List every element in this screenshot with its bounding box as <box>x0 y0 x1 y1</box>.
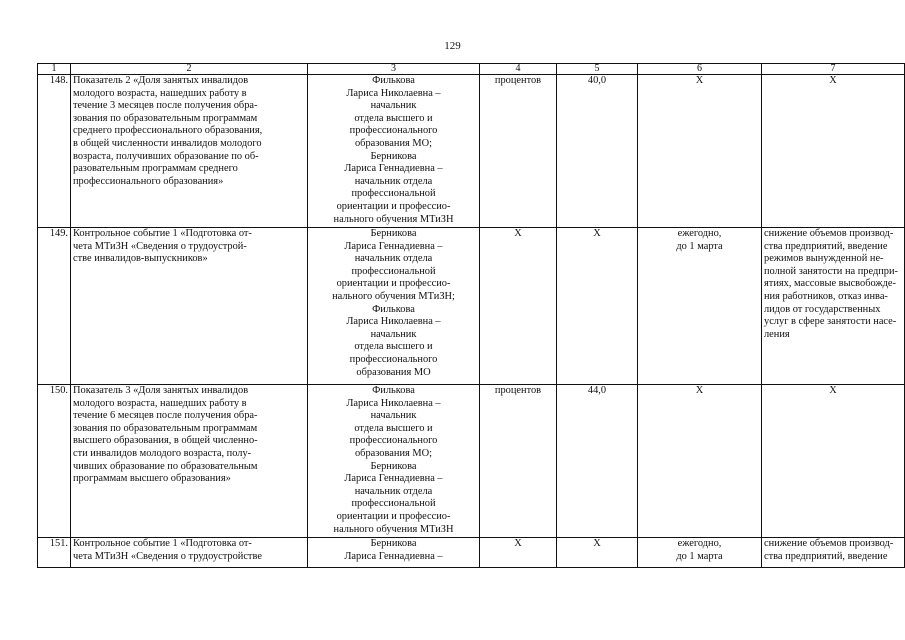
page-number: 129 <box>444 40 461 52</box>
responsible-line: Берникова <box>370 228 417 239</box>
risk-line: ятиях, массовые высвобожде- <box>764 278 896 290</box>
column-header-3: 3 <box>308 64 480 75</box>
column-header-5: 5 <box>557 64 638 75</box>
responsible-line: нального обучения МТиЗН <box>333 213 454 225</box>
responsible-line: профессиональной <box>351 498 436 510</box>
value-cell: 44,0 <box>557 385 638 538</box>
risk-line: снижение объемов производ- <box>764 538 894 549</box>
responsible-line: профессионального <box>349 435 438 447</box>
risk-line: Х <box>829 75 837 86</box>
risk-line: снижение объемов производ- <box>764 228 894 239</box>
description-line: стве инвалидов-выпускников» <box>73 253 208 265</box>
responsible-line: профессионального <box>349 353 438 365</box>
responsible-line: Лариса Николаевна – <box>346 316 441 328</box>
description-line: чивших образование по образовательным <box>73 460 258 472</box>
deadline-cell <box>638 538 762 568</box>
description-line: Показатель 3 «Доля занятых инвалидов <box>73 385 249 396</box>
description-line: зования по образовательным программам <box>73 112 258 124</box>
responsible-line: начальник <box>370 328 417 340</box>
table-row <box>38 228 905 385</box>
responsible-line: профессиональной <box>351 265 436 277</box>
risk-line: ства предприятий, введение <box>764 240 888 252</box>
responsible-cell <box>308 385 480 538</box>
column-header-4: 4 <box>480 64 557 75</box>
measures-table <box>37 63 905 568</box>
responsible-line: нального обучения МТиЗН; <box>332 290 455 302</box>
description-cell <box>71 228 308 385</box>
description-line: сти инвалидов молодого возраста, полу- <box>73 447 252 459</box>
unit-cell: процентов <box>480 385 557 538</box>
description-line: течение 6 месяцев после получения обра- <box>73 410 258 422</box>
risk-cell <box>762 75 905 228</box>
column-header-7: 7 <box>762 64 905 75</box>
responsible-line: Филькова <box>372 303 415 315</box>
risk-line: Х <box>829 385 837 396</box>
responsible-line: Филькова <box>372 75 415 86</box>
row-number-cell: 148. <box>38 75 71 228</box>
deadline-cell <box>638 385 762 538</box>
table-row <box>38 538 905 568</box>
responsible-line: Лариса Геннадиевна – <box>344 473 443 485</box>
responsible-line: нального обучения МТиЗН <box>333 523 454 535</box>
risk-cell <box>762 385 905 538</box>
column-header-2: 2 <box>71 64 308 75</box>
value-cell: Х <box>557 538 638 568</box>
risk-line: ления <box>764 328 790 340</box>
responsible-line: профессионального <box>349 125 438 137</box>
deadline-line: Х <box>695 75 704 86</box>
deadline-cell <box>638 228 762 385</box>
responsible-line: образования МО; <box>354 137 433 149</box>
risk-cell <box>762 228 905 385</box>
column-header-1: 1 <box>38 64 71 75</box>
description-line: течение 3 месяцев после получения обра- <box>73 100 258 112</box>
responsible-line: ориентации и профессио- <box>336 510 451 522</box>
row-number-cell: 151. <box>38 538 71 568</box>
column-header-6: 6 <box>638 64 762 75</box>
responsible-line: Лариса Геннадиевна – <box>344 240 443 252</box>
responsible-line: ориентации и профессио- <box>336 200 451 212</box>
description-line: разовательным программам среднего <box>73 163 238 175</box>
description-line: высшего образования, в общей численно- <box>73 435 258 447</box>
value-cell: Х <box>557 228 638 385</box>
risk-line: ства предприятий, введение <box>764 550 888 562</box>
responsible-line: образования МО <box>356 366 431 378</box>
deadline-line: до 1 марта <box>676 550 723 562</box>
responsible-line: Лариса Геннадиевна – <box>344 550 443 562</box>
responsible-cell <box>308 538 480 568</box>
description-line: Контрольное событие 1 «Подготовка от- <box>73 538 252 549</box>
description-line: чета МТиЗН «Сведения о трудоустрой- <box>73 240 247 252</box>
description-line: чета МТиЗН «Сведения о трудоустройстве <box>73 550 262 562</box>
deadline-line: ежегодно, <box>677 228 722 239</box>
description-line: в общей численности инвалидов молодого <box>73 137 262 149</box>
unit-cell: Х <box>480 228 557 385</box>
unit-cell: Х <box>480 538 557 568</box>
responsible-line: начальник <box>370 410 417 422</box>
risk-line: ния работников, отказ инва- <box>764 290 888 302</box>
responsible-line: Берникова <box>370 150 417 162</box>
responsible-line: начальник отдела <box>354 485 433 497</box>
risk-line: полной занятости на предпри- <box>764 265 899 277</box>
deadline-line: Х <box>695 385 704 396</box>
description-cell <box>71 538 308 568</box>
risk-line: лидов от государственных <box>764 303 881 315</box>
responsible-line: Лариса Николаевна – <box>346 87 441 99</box>
responsible-line: профессиональной <box>351 188 436 200</box>
description-line: Контрольное событие 1 «Подготовка от- <box>73 228 252 239</box>
deadline-line: до 1 марта <box>676 240 723 252</box>
risk-line: режимов вынужденной не- <box>764 253 884 265</box>
table-body <box>38 64 905 568</box>
responsible-cell <box>308 75 480 228</box>
row-number-cell: 149. <box>38 228 71 385</box>
value-cell: 40,0 <box>557 75 638 228</box>
description-line: профессионального образования» <box>73 175 224 187</box>
table-row <box>38 75 905 228</box>
responsible-line: начальник <box>370 100 417 112</box>
description-line: молодого возраста, нашедших работу в <box>73 87 247 99</box>
unit-cell: процентов <box>480 75 557 228</box>
deadline-cell <box>638 75 762 228</box>
responsible-line: Филькова <box>372 385 415 396</box>
responsible-line: начальник отдела <box>354 175 433 187</box>
description-line: Показатель 2 «Доля занятых инвалидов <box>73 75 249 86</box>
responsible-line: отдела высшего и <box>354 422 433 434</box>
description-line: зования по образовательным программам <box>73 422 258 434</box>
description-line: среднего профессионального образования, <box>73 125 263 137</box>
responsible-line: Лариса Геннадиевна – <box>344 163 443 175</box>
description-cell <box>71 385 308 538</box>
description-line: программам высшего образования» <box>73 473 231 485</box>
row-number-cell: 150. <box>38 385 71 538</box>
risk-line: услуг в сфере занятости насе- <box>764 316 897 328</box>
responsible-cell <box>308 228 480 385</box>
deadline-line: ежегодно, <box>677 538 722 549</box>
table-row <box>38 385 905 538</box>
responsible-line: ориентации и профессио- <box>336 278 451 290</box>
description-line: возраста, получивших образование по об- <box>73 150 259 162</box>
table-header-row <box>38 64 905 75</box>
responsible-line: Лариса Николаевна – <box>346 397 441 409</box>
responsible-line: образования МО; <box>354 447 433 459</box>
risk-cell <box>762 538 905 568</box>
responsible-line: Берникова <box>370 538 417 549</box>
responsible-line: отдела высшего и <box>354 112 433 124</box>
responsible-line: Берникова <box>370 460 417 472</box>
description-cell <box>71 75 308 228</box>
responsible-line: начальник отдела <box>354 253 433 265</box>
description-line: молодого возраста, нашедших работу в <box>73 397 247 409</box>
responsible-line: отдела высшего и <box>354 341 433 353</box>
